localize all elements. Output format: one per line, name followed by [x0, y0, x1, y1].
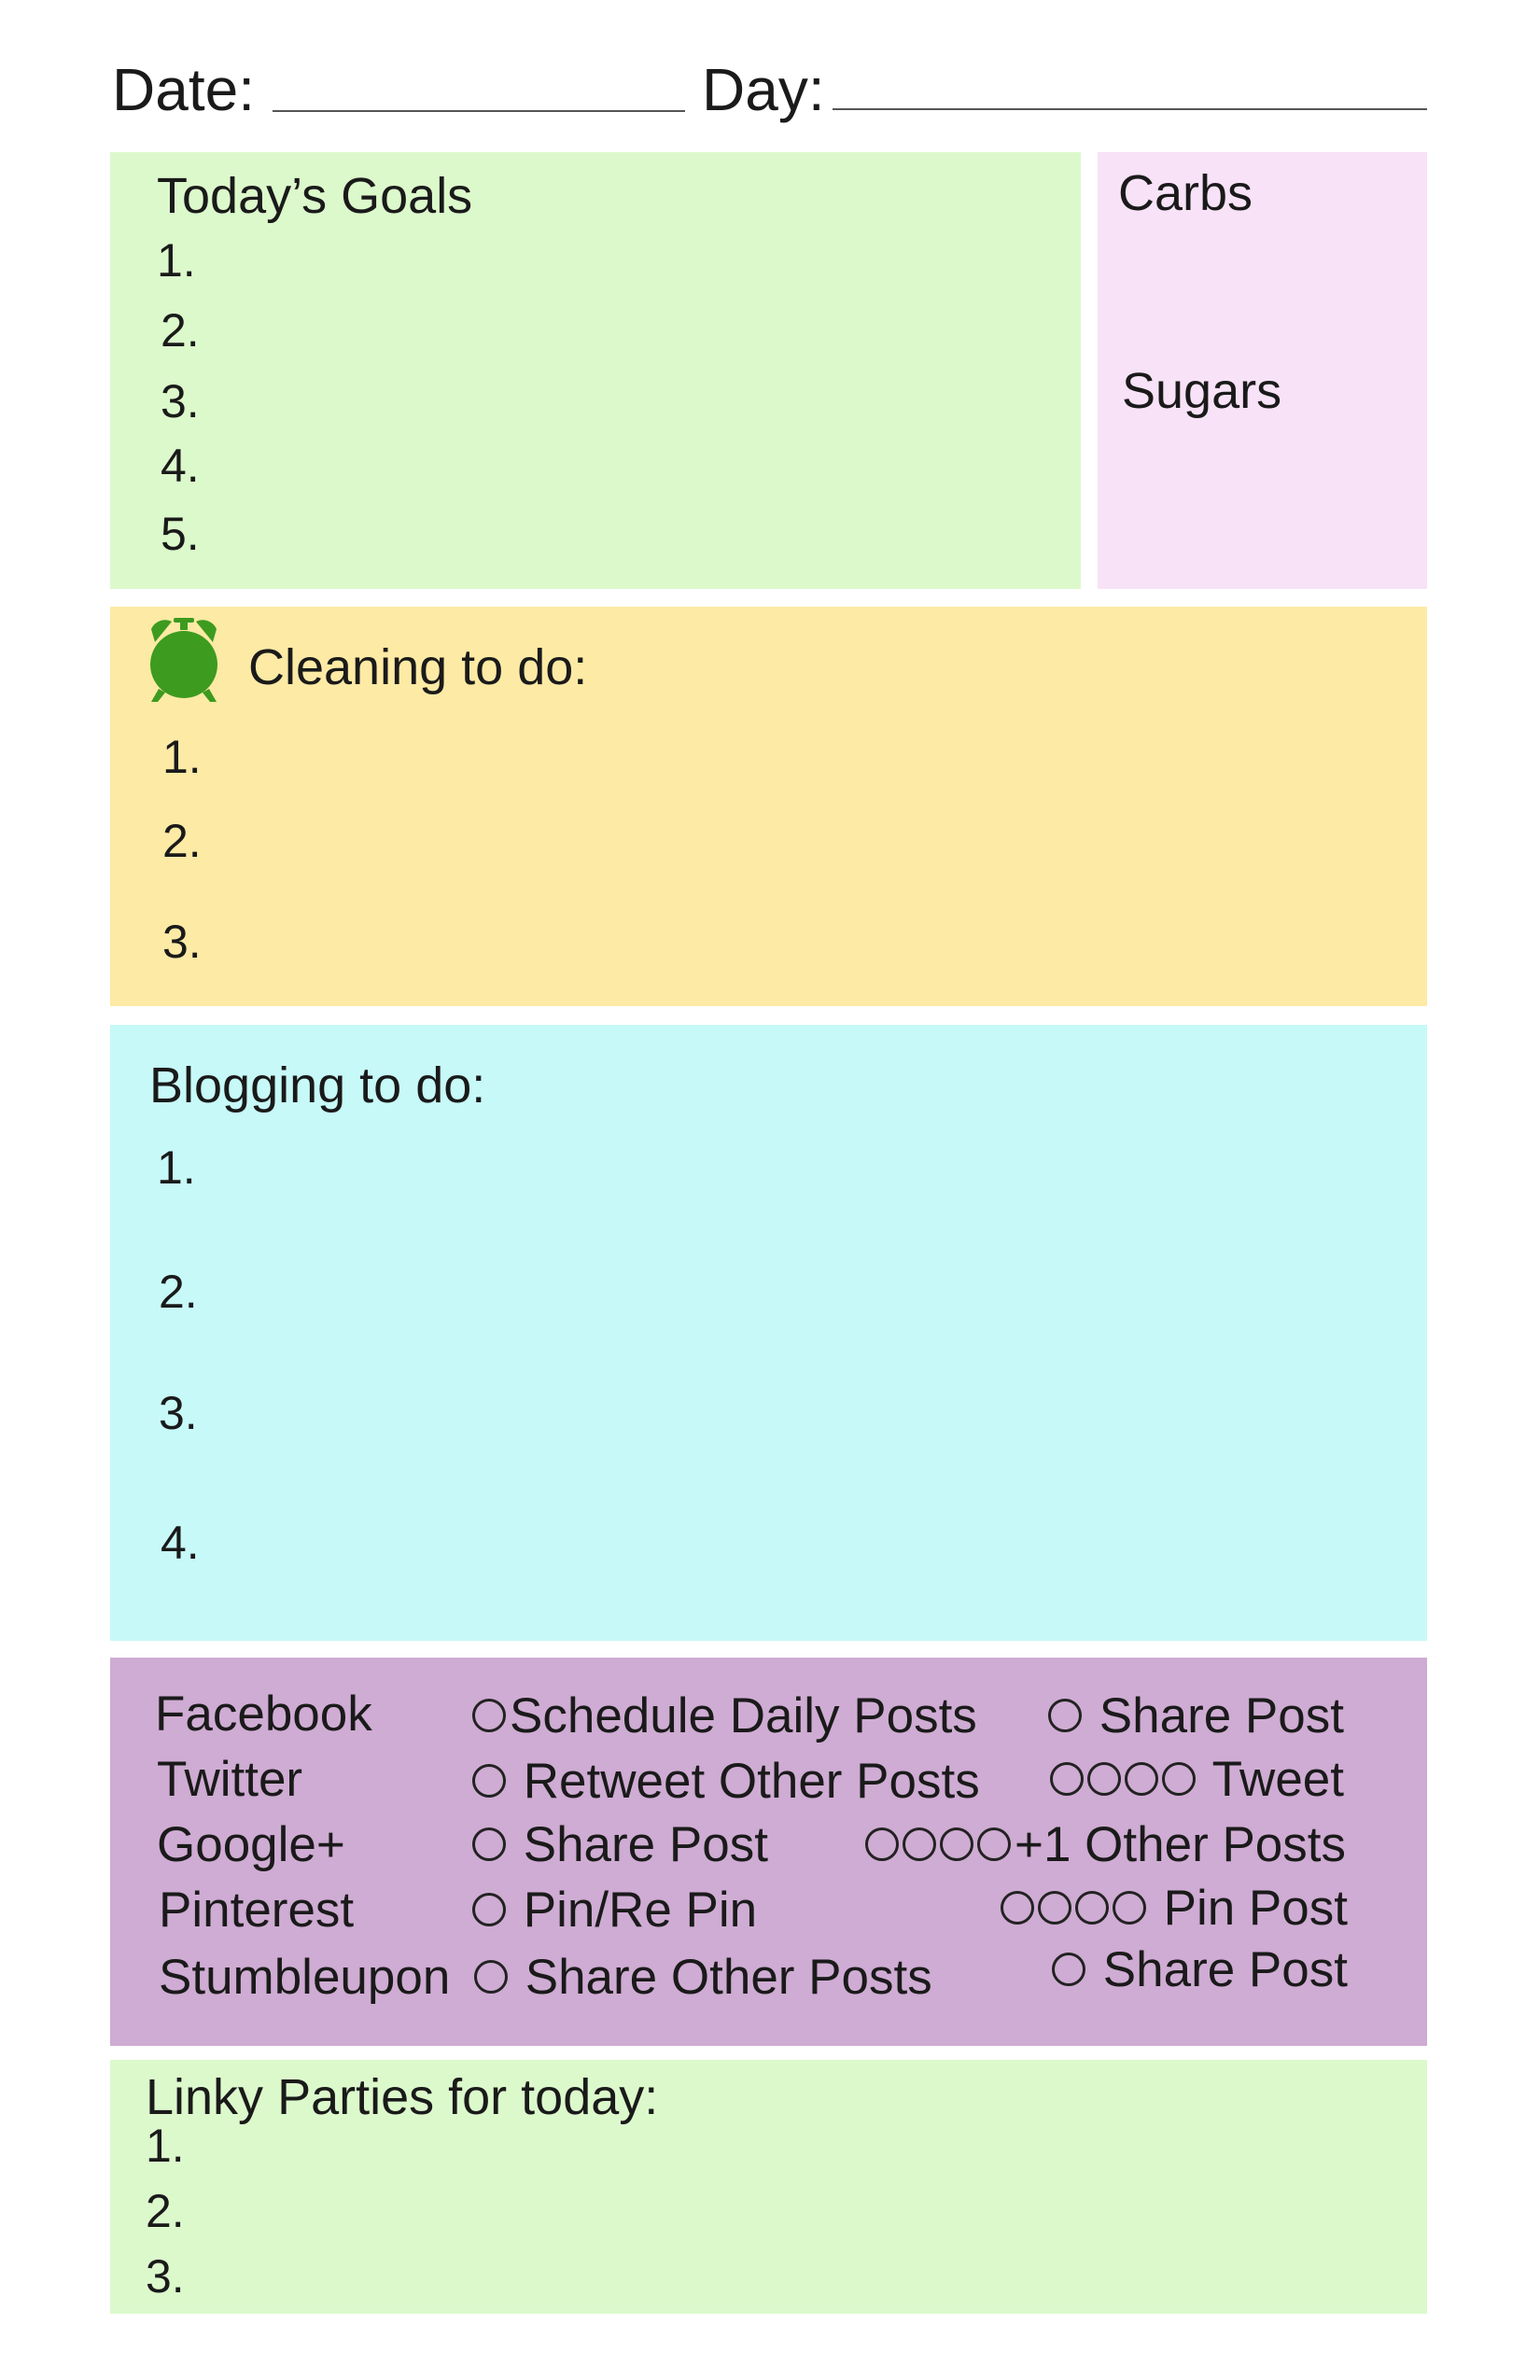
task-stumbleupon-share-post[interactable]: Share Post: [1052, 1945, 1348, 1995]
checkbox-circle[interactable]: [1050, 1762, 1084, 1796]
blogging-item: 4.: [161, 1517, 200, 1569]
blogging-section: [110, 1025, 1427, 1641]
goal-item: 2.: [161, 304, 200, 357]
network-label-stumbleupon: Stumbleupon: [159, 1950, 451, 2005]
cleaning-title: Cleaning to do:: [248, 639, 588, 695]
checkbox-circle[interactable]: [1048, 1699, 1082, 1732]
task-pin-post[interactable]: Pin Post: [1001, 1883, 1348, 1933]
goals-title: Today’s Goals: [157, 168, 473, 224]
task-retweet-other-posts[interactable]: Retweet Other Posts: [472, 1757, 980, 1806]
checkbox-circle[interactable]: [1052, 1953, 1085, 1986]
linky-title: Linky Parties for today:: [146, 2069, 659, 2125]
checkbox-circle[interactable]: [903, 1827, 936, 1861]
checkbox-circle[interactable]: [1125, 1762, 1158, 1796]
checkbox-circle[interactable]: [472, 1764, 506, 1798]
task-tweet[interactable]: Tweet: [1050, 1755, 1344, 1804]
goal-item: 1.: [157, 234, 196, 287]
cleaning-item: 2.: [162, 815, 202, 867]
linky-item: 2.: [146, 2185, 185, 2237]
cleaning-item: 1.: [162, 731, 202, 783]
checkbox-circle[interactable]: [1075, 1891, 1109, 1925]
checkbox-circle[interactable]: [472, 1699, 506, 1732]
checkbox-circle[interactable]: [1001, 1891, 1034, 1925]
linky-item: 1.: [146, 2120, 185, 2172]
blogging-title: Blogging to do:: [149, 1057, 486, 1113]
network-label-facebook: Facebook: [155, 1687, 372, 1742]
checkbox-circle[interactable]: [865, 1827, 899, 1861]
sugars-label: Sugars: [1122, 363, 1282, 419]
checkbox-circle[interactable]: [472, 1827, 506, 1861]
day-field-line[interactable]: [833, 108, 1427, 110]
task-plus-one-other-posts[interactable]: +1 Other Posts: [865, 1820, 1346, 1869]
checkbox-circle[interactable]: [1162, 1762, 1196, 1796]
day-label: Day:: [702, 56, 825, 123]
date-field-line[interactable]: [273, 110, 685, 112]
linky-item: 3.: [146, 2250, 185, 2303]
goal-item: 5.: [161, 508, 200, 560]
goal-item: 4.: [161, 440, 200, 492]
task-schedule-daily-posts[interactable]: Schedule Daily Posts: [472, 1691, 977, 1741]
checkbox-circle[interactable]: [1087, 1762, 1121, 1796]
network-label-google-plus: Google+: [157, 1817, 345, 1872]
carbs-label: Carbs: [1118, 165, 1253, 221]
checkbox-circle[interactable]: [1038, 1891, 1071, 1925]
task-pin-re-pin[interactable]: Pin/Re Pin: [472, 1885, 757, 1935]
network-label-pinterest: Pinterest: [159, 1883, 355, 1938]
checkbox-circle[interactable]: [977, 1827, 1011, 1861]
date-label: Date:: [112, 56, 255, 123]
blogging-item: 3.: [159, 1387, 198, 1439]
checkbox-circle[interactable]: [1113, 1891, 1146, 1925]
network-label-twitter: Twitter: [157, 1752, 303, 1807]
goal-item: 3.: [161, 375, 200, 427]
checkbox-circle[interactable]: [472, 1893, 506, 1926]
checkbox-circle[interactable]: [474, 1960, 508, 1994]
blogging-item: 1.: [157, 1141, 196, 1194]
task-share-post[interactable]: Share Post: [472, 1820, 768, 1869]
blogging-item: 2.: [159, 1266, 198, 1318]
cleaning-item: 3.: [162, 916, 202, 968]
task-facebook-share-post[interactable]: Share Post: [1048, 1691, 1344, 1741]
task-share-other-posts[interactable]: Share Other Posts: [474, 1953, 932, 2002]
alarm-clock-icon: [142, 612, 226, 706]
checkbox-circle[interactable]: [940, 1827, 973, 1861]
